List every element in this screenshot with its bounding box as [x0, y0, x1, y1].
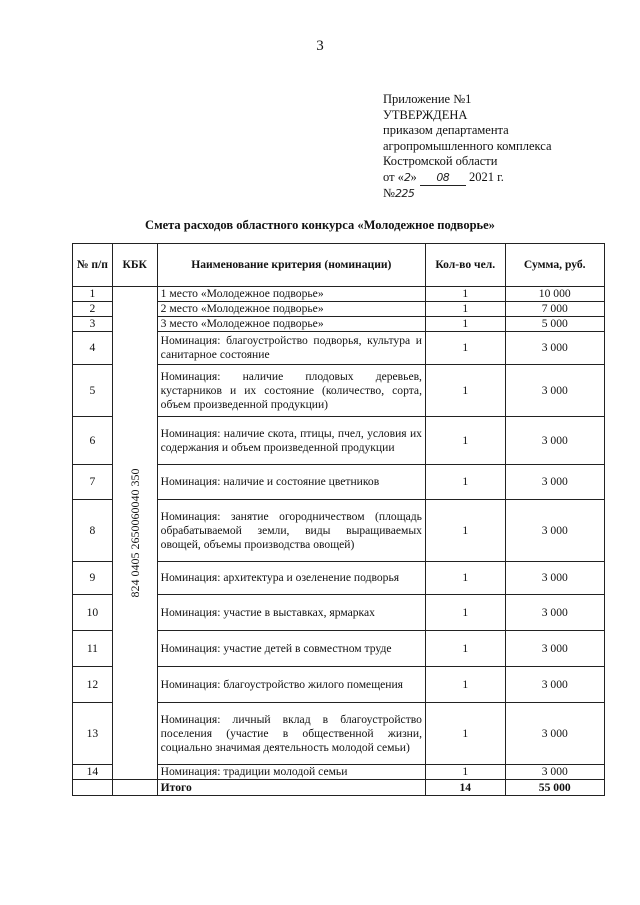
- row-qty: 1: [425, 631, 505, 667]
- header-sum: Сумма, руб.: [505, 244, 605, 287]
- row-sum: 3 000: [505, 332, 605, 365]
- total-empty-num: [73, 780, 113, 796]
- page-number: 3: [316, 38, 324, 54]
- appendix-line: приказом департамента: [383, 123, 509, 137]
- total-label: Итого: [157, 780, 425, 796]
- table-row: [73, 287, 605, 302]
- date-day: 2: [403, 170, 411, 184]
- row-criterion: 3 место «Молодежное подворье»: [157, 317, 425, 332]
- row-criterion: Номинация: традиции молодой семьи: [157, 765, 425, 780]
- row-qty: 1: [425, 595, 505, 631]
- row-qty: 1: [425, 465, 505, 500]
- row-criterion: Номинация: участие в выставках, ярмарках: [157, 595, 425, 631]
- row-number: 7: [73, 465, 113, 500]
- row-criterion: Номинация: наличие плодовых деревьев, кустарников и их состояние (количество, сорта, объем произведенной продукции): [157, 365, 425, 417]
- row-qty: 1: [425, 302, 505, 317]
- row-sum: 3 000: [505, 631, 605, 667]
- row-criterion: Номинация: наличие скота, птицы, пчел, условия их содержания и объем произведенной продукции: [157, 417, 425, 465]
- row-number: 3: [73, 317, 113, 332]
- row-number: 6: [73, 417, 113, 465]
- appendix-line: Костромской области: [383, 154, 498, 168]
- row-number: 13: [73, 703, 113, 765]
- kbk-value: 824 0405 2650060040 350: [127, 468, 142, 598]
- row-sum: 3 000: [505, 417, 605, 465]
- row-qty: 1: [425, 332, 505, 365]
- row-qty: 1: [425, 365, 505, 417]
- row-qty: 1: [425, 562, 505, 595]
- total-sum: 55 000: [505, 780, 605, 796]
- row-sum: 3 000: [505, 562, 605, 595]
- row-criterion: Номинация: благоустройство жилого помещения: [157, 667, 425, 703]
- row-number: 11: [73, 631, 113, 667]
- row-sum: 7 000: [505, 302, 605, 317]
- row-number: 8: [73, 500, 113, 562]
- row-sum: 3 000: [505, 365, 605, 417]
- date-mid: »: [410, 169, 417, 184]
- row-qty: 1: [425, 765, 505, 780]
- date-month: 08: [436, 170, 450, 184]
- approval-number: [383, 186, 552, 202]
- row-criterion: Номинация: наличие и состояние цветников: [157, 465, 425, 500]
- total-qty: 14: [425, 780, 505, 796]
- appendix-line: Приложение №1: [383, 92, 472, 106]
- row-criterion: Номинация: участие детей в совместном труде: [157, 631, 425, 667]
- row-number: 14: [73, 765, 113, 780]
- row-qty: 1: [425, 417, 505, 465]
- row-number: 2: [73, 302, 113, 317]
- row-criterion: Номинация: благоустройство подворья, культура и санитарное состояние: [157, 332, 425, 365]
- row-qty: 1: [425, 500, 505, 562]
- row-criterion: 2 место «Молодежное подворье»: [157, 302, 425, 317]
- row-number: 10: [73, 595, 113, 631]
- row-number: 5: [73, 365, 113, 417]
- appendix-line: агропромышленного комплекса: [383, 138, 552, 153]
- row-sum: 3 000: [505, 500, 605, 562]
- number-prefix: №: [383, 186, 395, 200]
- row-criterion: Номинация: занятие огородничеством (площадь обрабатываемой земли, виды выращиваемых овощей, объемы производства овощей): [157, 500, 425, 562]
- row-sum: 5 000: [505, 317, 605, 332]
- row-criterion: Номинация: личный вклад в благоустройство поселения (участие в общественной жизни, социально значимая деятельность молодой семьи): [157, 703, 425, 765]
- document-title: Смета расходов областного конкурса «Молодежное подворье»: [145, 218, 495, 232]
- total-row: [73, 780, 605, 796]
- estimate-table: [72, 243, 605, 796]
- header-num: № п/п: [73, 244, 113, 287]
- row-qty: 1: [425, 667, 505, 703]
- row-sum: 3 000: [505, 703, 605, 765]
- row-sum: 3 000: [505, 595, 605, 631]
- row-criterion: Номинация: архитектура и озеленение подворья: [157, 562, 425, 595]
- header-criterion: Наименование критерия (номинации): [157, 244, 425, 287]
- row-number: 1: [73, 287, 113, 302]
- date-prefix: от «: [383, 169, 404, 184]
- row-qty: 1: [425, 317, 505, 332]
- approval-block: [383, 92, 552, 202]
- approval-date: [383, 170, 552, 187]
- row-number: 4: [73, 332, 113, 365]
- row-sum: 3 000: [505, 667, 605, 703]
- kbk-cell: [112, 287, 157, 780]
- total-empty-kbk: [112, 780, 157, 796]
- header-kbk: КБК: [112, 244, 157, 287]
- header-qty: Кол-во чел.: [425, 244, 505, 287]
- row-qty: 1: [425, 703, 505, 765]
- row-number: 9: [73, 562, 113, 595]
- row-qty: 1: [425, 287, 505, 302]
- row-sum: 10 000: [505, 287, 605, 302]
- row-criterion: 1 место «Молодежное подворье»: [157, 287, 425, 302]
- appendix-line: УТВЕРЖДЕНА: [383, 107, 468, 122]
- table-header-row: [73, 244, 605, 287]
- row-sum: 3 000: [505, 765, 605, 780]
- date-year: 2021 г.: [468, 169, 504, 184]
- number-value: 225: [394, 187, 415, 200]
- row-number: 12: [73, 667, 113, 703]
- row-sum: 3 000: [505, 465, 605, 500]
